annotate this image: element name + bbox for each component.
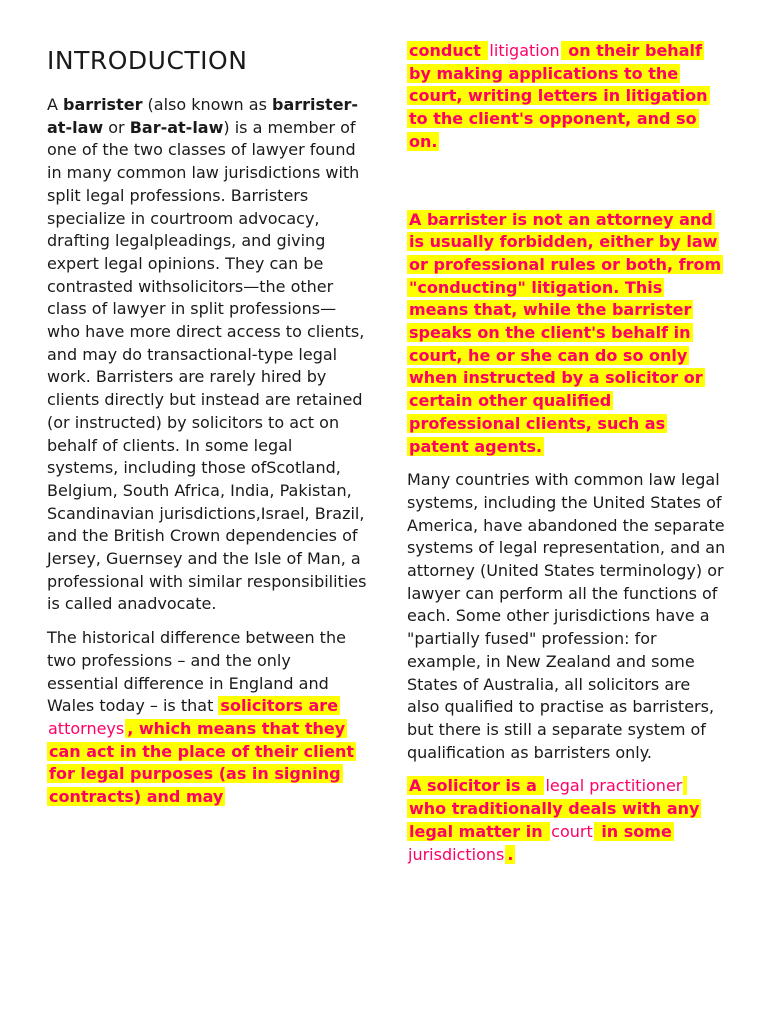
page-title: INTRODUCTION xyxy=(47,46,248,75)
text-segment: (also known as xyxy=(142,95,272,114)
spacer xyxy=(407,165,727,209)
text-segment: or xyxy=(103,117,130,137)
highlighted-text: , which means that they can act in the place of their client for legal purposes (as in signing contracts) and may xyxy=(49,718,354,807)
paragraph-historical-difference xyxy=(47,627,367,809)
link-jurisdictions[interactable]: jurisdictions xyxy=(408,844,505,864)
term-barrister-at-law: barrister-at-law xyxy=(47,95,359,137)
left-column xyxy=(47,40,367,820)
link-litigation[interactable]: litigation xyxy=(489,41,560,60)
term-barrister: barrister xyxy=(63,95,143,114)
paragraph-conduct-litigation xyxy=(407,40,727,154)
paragraph-solicitor-definition xyxy=(407,775,727,866)
text-segment: ) is a member of one of the two classes of lawyer found in many common law jurisdictions with split legal professions. Barristers specialize in courtroom advocacy, drafting legalpleadings, and giving expert legal opinions. They can be contrasted withsolicitors—the other class of lawyer in split professions—who have more direct access to clients, and may do transactional-type legal work. Barristers are rarely hired by clients directly but instead are retained (or instructed) by solicitors to act on behalf of clients. In some legal systems, including those ofScotland, Belgium, South Africa, India, Pakistan, Scandinavian jurisdictions,Israel, Brazil, and the British Crown dependencies of Jersey, Guernsey and the Isle of Man, a professional with similar responsibilities is called anadvocate. xyxy=(47,117,367,614)
link-court[interactable]: court xyxy=(551,821,593,841)
highlighted-text: A solicitor is a xyxy=(409,776,543,796)
paragraph-barrister-definition xyxy=(47,94,367,616)
highlighted-text: who traditionally deals with any legal matter in xyxy=(407,776,701,840)
term-bar-at-law: Bar-at-law xyxy=(129,117,224,137)
text-segment: The historical difference between the two professions – and the only essential difference in England and Wales today – is that xyxy=(47,628,346,716)
link-legal-practitioner[interactable]: legal practitioner xyxy=(545,776,683,796)
text-segment: A xyxy=(47,95,64,114)
highlighted-text: conduct xyxy=(409,41,487,60)
highlighted-text: on their behalf by making applications to the court, writing letters in litigation to the client's opponent, and so on. xyxy=(409,41,708,151)
paragraph-common-law-countries: Many countries with common law legal systems, including the United States of America, have abandoned the separate systems of legal representation, and an attorney (United States terminology) or lawyer can perform all the functions of each. Some other jurisdictions have a "partially fused" profession: for example, in New Zealand and some States of Australia, all solicitors are also qualified to practise as barristers, but there is still a separate system of qualification as barristers only. xyxy=(407,470,726,762)
highlighted-text: . xyxy=(507,844,514,864)
right-column xyxy=(407,40,727,877)
highlighted-text: A barrister is not an attorney and is usually forbidden, either by law or professional rules or both, from "conducting" litigation. This means that, while the barrister speaks on the client's behalf in court, he or she can do so only when instructed by a solicitor or certain other qualified professional clients, such as patent agents. xyxy=(409,209,722,456)
paragraph-barrister-not-attorney xyxy=(407,209,727,459)
highlighted-text: solicitors are xyxy=(220,696,339,716)
link-attorneys[interactable]: attorneys xyxy=(48,718,125,738)
highlighted-text: in some xyxy=(595,821,672,841)
